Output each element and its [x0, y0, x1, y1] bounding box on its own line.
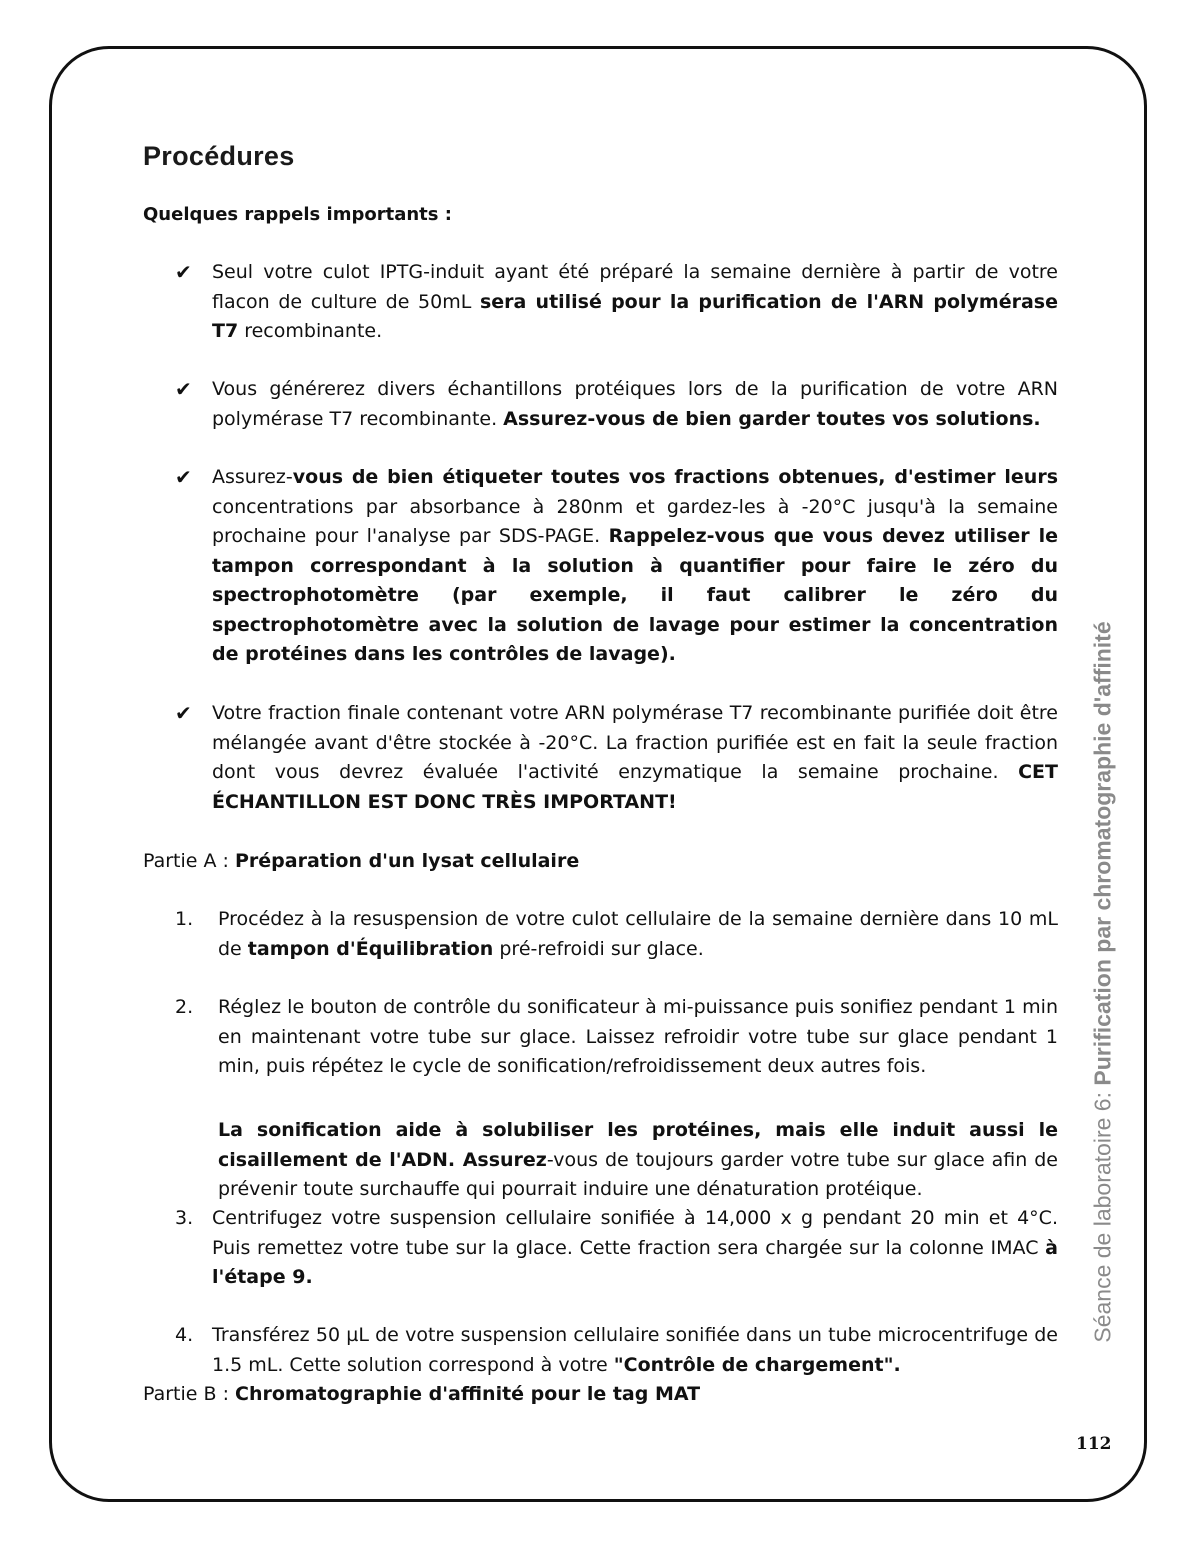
step-number: 3.: [175, 1207, 194, 1229]
reminder-2: Vous générerez divers échantillons protéiques lors de la purification de votre ARN polymérase T7 recombinante. Assurez-vous de bien garder toutes vos solutions.: [212, 378, 1058, 430]
reminder-3: Assurez-vous de bien étiqueter toutes vos fractions obtenues, d'estimer leurs concentrations par absorbance à 280nm et gardez-les à -20°C jusqu'à la semaine prochaine pour l'analyse par SDS-PAGE. Rappelez-vous que vous devez utiliser le tampon correspondant à la solution à quantifier pour faire le zéro du spectrophotomètre (par exemple, il faut calibrer le zéro du spectrophotomètre avec la solution de lavage pour estimer la concentration de protéines dans les contrôles de lavage).: [212, 466, 1058, 665]
check-icon: ✔: [175, 701, 192, 725]
step-4: Transférez 50 µL de votre suspension cellulaire sonifiée dans un tube microcentrifuge de 1.5 mL. Cette solution correspond à votre "Contrôle de chargement".: [212, 1324, 1058, 1376]
step-number: 2.: [175, 996, 194, 1018]
part-b-heading: Partie B : Chromatographie d'affinité pour le tag MAT: [143, 1383, 701, 1405]
step-number: 4.: [175, 1324, 194, 1346]
check-icon: ✔: [175, 260, 192, 284]
reminder-4: Votre fraction finale contenant votre ARN polymérase T7 recombinante purifiée doit être mélangée avant d'être stockée à -20°C. La fraction purifiée est en fait la seule fraction dont vous devrez évaluée l'activité enzymatique la semaine prochaine. CET ÉCHANTILLON EST DONC TRÈS IMPORTANT!: [212, 702, 1058, 813]
reminder-1: Seul votre culot IPTG-induit ayant été préparé la semaine dernière à partir de votre flacon de culture de 50mL sera utilisé pour la purification de l'ARN polymérase T7 recombinante.: [212, 261, 1058, 342]
step-3: Centrifugez votre suspension cellulaire sonifiée à 14,000 x g pendant 20 min et 4°C. Puis remettez votre tube sur la glace. Cette fraction sera chargée sur la colonne IMAC à l'étape 9.: [212, 1207, 1058, 1288]
side-title: Séance de laboratoire 6: Purification par chromatographie d'affinité: [1089, 621, 1116, 1343]
step-number: 1.: [175, 908, 194, 930]
reminders-title: Quelques rappels importants :: [143, 204, 452, 225]
page-number: 112: [1076, 1434, 1112, 1454]
page-title: Procédures: [143, 141, 295, 171]
step-2: Réglez le bouton de contrôle du sonificateur à mi-puissance puis sonifiez pendant 1 min en maintenant votre tube sur glace. Laissez refroidir votre tube sur glace pendant 1 min, puis répétez le cycle de sonification/refroidissement deux autres fois.: [218, 996, 1058, 1077]
check-icon: ✔: [175, 377, 192, 401]
step-1: Procédez à la resuspension de votre culot cellulaire de la semaine dernière dans 10 mL de tampon d'Équilibration pré-refroidi sur glace.: [218, 908, 1058, 960]
step-2-note: La sonification aide à solubiliser les protéines, mais elle induit aussi le cisaillement de l'ADN. Assurez-vous de toujours garder votre tube sur glace afin de prévenir toute surchauffe qui pourrait induire une dénaturation protéique.: [218, 1119, 1058, 1200]
check-icon: ✔: [175, 465, 192, 489]
part-a-heading: Partie A : Préparation d'un lysat cellulaire: [143, 850, 580, 872]
